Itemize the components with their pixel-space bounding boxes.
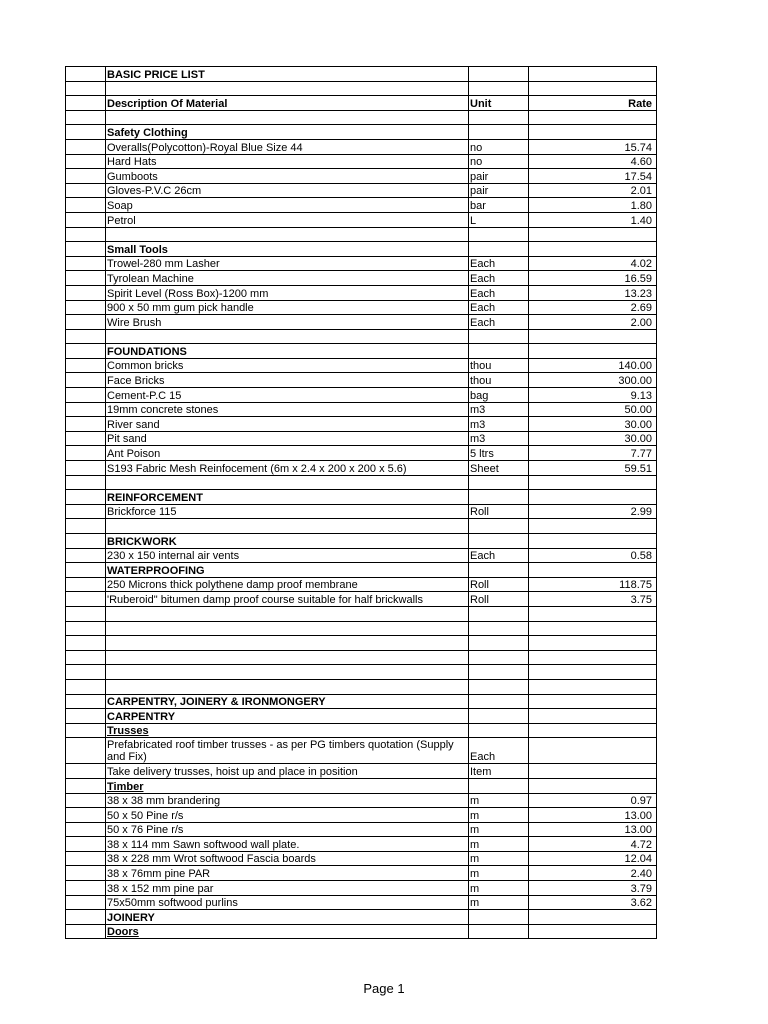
description-cell: Ant Poison [106, 446, 469, 461]
description-cell [106, 110, 469, 125]
rate-cell [529, 534, 657, 549]
table-row [66, 198, 657, 213]
row-number-cell [66, 650, 106, 665]
row-number-cell [66, 300, 106, 315]
description-cell: 19mm concrete stones [106, 402, 469, 417]
section-row [66, 778, 657, 793]
description-cell: 38 x 228 mm Wrot softwood Fascia boards [106, 851, 469, 866]
row-number-cell [66, 679, 106, 694]
description-cell [106, 621, 469, 636]
unit-cell [469, 242, 529, 257]
description-cell: Gloves-P.V.C 26cm [106, 183, 469, 198]
row-number-cell [66, 636, 106, 651]
rate-cell: 9.13 [529, 388, 657, 403]
blank-row [66, 475, 657, 490]
row-number-cell [66, 212, 106, 227]
unit-cell: Unit [469, 96, 529, 111]
row-number-cell [66, 592, 106, 607]
description-cell: WATERPROOFING [106, 563, 469, 578]
row-number-cell [66, 373, 106, 388]
unit-cell: m3 [469, 431, 529, 446]
row-number-cell [66, 417, 106, 432]
description-cell: River sand [106, 417, 469, 432]
row-number-cell [66, 227, 106, 242]
unit-cell [469, 650, 529, 665]
row-number-cell [66, 271, 106, 286]
row-number-cell [66, 96, 106, 111]
table-row [66, 793, 657, 808]
blank-row [66, 81, 657, 96]
description-cell: 900 x 50 mm gum pick handle [106, 300, 469, 315]
blank-row [66, 110, 657, 125]
unit-cell [469, 563, 529, 578]
table-row [66, 256, 657, 271]
unit-cell [469, 67, 529, 82]
description-cell: Petrol [106, 212, 469, 227]
row-number-cell [66, 446, 106, 461]
row-number-cell [66, 738, 106, 764]
unit-cell: no [469, 139, 529, 154]
description-cell [106, 519, 469, 534]
row-number-cell [66, 694, 106, 709]
rate-cell: 3.62 [529, 895, 657, 910]
row-number-cell [66, 475, 106, 490]
unit-cell [469, 778, 529, 793]
table-row [66, 577, 657, 592]
table-row [66, 417, 657, 432]
unit-cell: thou [469, 373, 529, 388]
unit-cell: pair [469, 183, 529, 198]
table-row [66, 895, 657, 910]
blank-row [66, 227, 657, 242]
rate-cell [529, 694, 657, 709]
row-number-cell [66, 256, 106, 271]
table-row [66, 461, 657, 476]
rate-cell: 13.23 [529, 285, 657, 300]
row-number-cell [66, 504, 106, 519]
table-row [66, 808, 657, 823]
unit-cell: m [469, 837, 529, 852]
description-cell: 230 x 150 internal air vents [106, 548, 469, 563]
row-number-cell [66, 851, 106, 866]
table-row [66, 592, 657, 607]
unit-cell: m [469, 851, 529, 866]
unit-cell: Roll [469, 592, 529, 607]
rate-cell: 13.00 [529, 808, 657, 823]
unit-cell: Roll [469, 504, 529, 519]
blank-row [66, 650, 657, 665]
description-cell: CARPENTRY [106, 709, 469, 724]
price-list-body [66, 67, 657, 939]
description-cell: JOINERY [106, 910, 469, 925]
row-number-cell [66, 198, 106, 213]
description-cell [106, 636, 469, 651]
table-row [66, 446, 657, 461]
description-cell: FOUNDATIONS [106, 344, 469, 359]
row-number-cell [66, 169, 106, 184]
rate-cell: 1.80 [529, 198, 657, 213]
description-cell [106, 227, 469, 242]
description-cell: Timber [106, 778, 469, 793]
rate-cell [529, 709, 657, 724]
unit-cell: pair [469, 169, 529, 184]
rate-cell [529, 723, 657, 738]
section-row [66, 242, 657, 257]
row-number-cell [66, 709, 106, 724]
row-number-cell [66, 125, 106, 140]
row-number-cell [66, 183, 106, 198]
table-row [66, 764, 657, 779]
blank-row [66, 679, 657, 694]
rate-cell [529, 67, 657, 82]
table-row [66, 183, 657, 198]
section-row [66, 563, 657, 578]
description-cell: Safety Clothing [106, 125, 469, 140]
rate-cell: Rate [529, 96, 657, 111]
rate-cell [529, 679, 657, 694]
unit-cell [469, 723, 529, 738]
rate-cell: 59.51 [529, 461, 657, 476]
unit-cell: bar [469, 198, 529, 213]
description-cell: REINFORCEMENT [106, 490, 469, 505]
unit-cell [469, 534, 529, 549]
rate-cell [529, 650, 657, 665]
table-row [66, 866, 657, 881]
description-cell [106, 650, 469, 665]
row-number-cell [66, 606, 106, 621]
description-cell: 50 x 76 Pine r/s [106, 822, 469, 837]
unit-cell [469, 125, 529, 140]
row-number-cell [66, 866, 106, 881]
description-cell: 250 Microns thick polythene damp proof membrane [106, 577, 469, 592]
unit-cell: Sheet [469, 461, 529, 476]
description-cell [106, 606, 469, 621]
rate-cell [529, 490, 657, 505]
section-row [66, 924, 657, 939]
description-cell [106, 665, 469, 680]
table-row [66, 169, 657, 184]
description-cell: Wire Brush [106, 315, 469, 330]
section-row [66, 344, 657, 359]
row-number-cell [66, 764, 106, 779]
unit-cell [469, 344, 529, 359]
description-cell: Gumboots [106, 169, 469, 184]
rate-cell: 118.75 [529, 577, 657, 592]
rate-cell: 7.77 [529, 446, 657, 461]
table-row [66, 881, 657, 896]
rate-cell [529, 110, 657, 125]
rate-cell: 300.00 [529, 373, 657, 388]
rate-cell [529, 475, 657, 490]
description-cell: Tyrolean Machine [106, 271, 469, 286]
section-row [66, 723, 657, 738]
row-number-cell [66, 895, 106, 910]
rate-cell [529, 227, 657, 242]
rate-cell: 16.59 [529, 271, 657, 286]
description-cell: Cement-P.C 15 [106, 388, 469, 403]
rate-cell: 30.00 [529, 431, 657, 446]
table-row [66, 388, 657, 403]
rate-cell: 4.72 [529, 837, 657, 852]
row-number-cell [66, 431, 106, 446]
section-row [66, 67, 657, 82]
unit-cell: m [469, 822, 529, 837]
description-cell: CARPENTRY, JOINERY & IRONMONGERY [106, 694, 469, 709]
unit-cell: Each [469, 256, 529, 271]
row-number-cell [66, 924, 106, 939]
table-row [66, 431, 657, 446]
description-cell: Take delivery trusses, hoist up and place in position [106, 764, 469, 779]
row-number-cell [66, 665, 106, 680]
rate-cell [529, 764, 657, 779]
rate-cell: 2.40 [529, 866, 657, 881]
blank-row [66, 636, 657, 651]
unit-cell: Each [469, 285, 529, 300]
rate-cell: 2.69 [529, 300, 657, 315]
row-number-cell [66, 910, 106, 925]
table-row [66, 358, 657, 373]
unit-cell [469, 110, 529, 125]
row-number-cell [66, 881, 106, 896]
unit-cell: m [469, 793, 529, 808]
rate-cell: 17.54 [529, 169, 657, 184]
unit-cell: Each [469, 271, 529, 286]
rate-cell [529, 242, 657, 257]
unit-cell [469, 709, 529, 724]
rate-cell [529, 738, 657, 764]
unit-cell: thou [469, 358, 529, 373]
row-number-cell [66, 534, 106, 549]
description-cell: Common bricks [106, 358, 469, 373]
rate-cell: 30.00 [529, 417, 657, 432]
row-number-cell [66, 519, 106, 534]
description-cell: Prefabricated roof timber trusses - as per PG timbers quotation (Supply and Fix) [106, 738, 469, 764]
unit-cell [469, 924, 529, 939]
rate-cell [529, 125, 657, 140]
description-cell: Trowel-280 mm Lasher [106, 256, 469, 271]
price-list-table [65, 66, 657, 939]
rate-cell: 2.01 [529, 183, 657, 198]
description-cell: 'Ruberoid" bitumen damp proof course suitable for half brickwalls [106, 592, 469, 607]
rate-cell [529, 606, 657, 621]
unit-cell [469, 490, 529, 505]
rate-cell [529, 665, 657, 680]
description-cell: Description Of Material [106, 96, 469, 111]
rate-cell: 140.00 [529, 358, 657, 373]
unit-cell: bag [469, 388, 529, 403]
unit-cell: Each [469, 548, 529, 563]
rate-cell [529, 563, 657, 578]
row-number-cell [66, 778, 106, 793]
unit-cell: m3 [469, 417, 529, 432]
description-cell: Spirit Level (Ross Box)-1200 mm [106, 285, 469, 300]
table-row [66, 315, 657, 330]
blank-row [66, 621, 657, 636]
unit-cell: Roll [469, 577, 529, 592]
row-number-cell [66, 548, 106, 563]
row-number-cell [66, 837, 106, 852]
unit-cell [469, 81, 529, 96]
row-number-cell [66, 490, 106, 505]
row-number-cell [66, 110, 106, 125]
section-row [66, 490, 657, 505]
page-number: Page 1 [363, 981, 405, 996]
description-cell: Soap [106, 198, 469, 213]
unit-cell: Each [469, 738, 529, 764]
description-cell [106, 81, 469, 96]
row-number-cell [66, 81, 106, 96]
description-cell: S193 Fabric Mesh Reinfocement (6m x 2.4 x 200 x 200 x 5.6) [106, 461, 469, 476]
rate-cell: 0.97 [529, 793, 657, 808]
section-row [66, 694, 657, 709]
row-number-cell [66, 388, 106, 403]
description-cell: BRICKWORK [106, 534, 469, 549]
unit-cell [469, 329, 529, 344]
unit-cell: Each [469, 300, 529, 315]
rate-cell: 2.00 [529, 315, 657, 330]
row-number-cell [66, 723, 106, 738]
unit-cell [469, 519, 529, 534]
description-cell [106, 329, 469, 344]
description-cell: Pit sand [106, 431, 469, 446]
description-cell: Overalls(Polycotton)-Royal Blue Size 44 [106, 139, 469, 154]
row-number-cell [66, 822, 106, 837]
row-number-cell [66, 461, 106, 476]
rate-cell: 15.74 [529, 139, 657, 154]
unit-cell: Item [469, 764, 529, 779]
row-number-cell [66, 563, 106, 578]
rate-cell: 12.04 [529, 851, 657, 866]
blank-row [66, 665, 657, 680]
unit-cell [469, 665, 529, 680]
rate-cell [529, 621, 657, 636]
table-row [66, 373, 657, 388]
description-cell [106, 679, 469, 694]
description-cell: 38 x 114 mm Sawn softwood wall plate. [106, 837, 469, 852]
row-number-cell [66, 402, 106, 417]
description-cell: Hard Hats [106, 154, 469, 169]
row-number-cell [66, 329, 106, 344]
row-number-cell [66, 315, 106, 330]
blank-row [66, 606, 657, 621]
description-cell: Trusses [106, 723, 469, 738]
description-cell [106, 475, 469, 490]
description-cell: 50 x 50 Pine r/s [106, 808, 469, 823]
blank-row [66, 329, 657, 344]
rate-cell [529, 636, 657, 651]
section-row [66, 709, 657, 724]
description-cell: 38 x 152 mm pine par [106, 881, 469, 896]
description-cell: Face Bricks [106, 373, 469, 388]
section-row [66, 534, 657, 549]
unit-cell [469, 475, 529, 490]
rate-cell: 13.00 [529, 822, 657, 837]
rate-cell: 4.60 [529, 154, 657, 169]
rate-cell: 2.99 [529, 504, 657, 519]
unit-cell: m [469, 866, 529, 881]
description-cell: Doors [106, 924, 469, 939]
row-number-cell [66, 344, 106, 359]
row-number-cell [66, 139, 106, 154]
header-row [66, 96, 657, 111]
table-row [66, 154, 657, 169]
description-cell: 38 x 38 mm brandering [106, 793, 469, 808]
table-row [66, 837, 657, 852]
table-row [66, 139, 657, 154]
unit-cell: L [469, 212, 529, 227]
row-number-cell [66, 154, 106, 169]
table-row [66, 271, 657, 286]
description-cell: 75x50mm softwood purlins [106, 895, 469, 910]
row-number-cell [66, 358, 106, 373]
row-number-cell [66, 242, 106, 257]
description-cell: Brickforce 115 [106, 504, 469, 519]
unit-cell: m [469, 881, 529, 896]
row-number-cell [66, 621, 106, 636]
rate-cell [529, 329, 657, 344]
table-row [66, 851, 657, 866]
table-row [66, 212, 657, 227]
unit-cell [469, 910, 529, 925]
description-cell: BASIC PRICE LIST [106, 67, 469, 82]
unit-cell [469, 694, 529, 709]
unit-cell: no [469, 154, 529, 169]
unit-cell: m3 [469, 402, 529, 417]
description-cell: Small Tools [106, 242, 469, 257]
row-number-cell [66, 577, 106, 592]
rate-cell [529, 910, 657, 925]
unit-cell [469, 636, 529, 651]
table-row [66, 738, 657, 764]
rate-cell: 50.00 [529, 402, 657, 417]
rate-cell [529, 778, 657, 793]
unit-cell [469, 227, 529, 242]
row-number-cell [66, 67, 106, 82]
unit-cell [469, 606, 529, 621]
description-cell: 38 x 76mm pine PAR [106, 866, 469, 881]
rate-cell [529, 519, 657, 534]
rate-cell [529, 81, 657, 96]
table-row [66, 504, 657, 519]
table-row [66, 402, 657, 417]
row-number-cell [66, 808, 106, 823]
unit-cell: m [469, 808, 529, 823]
unit-cell: m [469, 895, 529, 910]
rate-cell: 3.75 [529, 592, 657, 607]
section-row [66, 910, 657, 925]
rate-cell [529, 344, 657, 359]
unit-cell: 5 ltrs [469, 446, 529, 461]
table-row [66, 548, 657, 563]
table-row [66, 285, 657, 300]
section-row [66, 125, 657, 140]
rate-cell: 4.02 [529, 256, 657, 271]
row-number-cell [66, 793, 106, 808]
unit-cell [469, 679, 529, 694]
unit-cell [469, 621, 529, 636]
rate-cell: 3.79 [529, 881, 657, 896]
row-number-cell [66, 285, 106, 300]
unit-cell: Each [469, 315, 529, 330]
rate-cell: 0.58 [529, 548, 657, 563]
table-row [66, 300, 657, 315]
table-row [66, 822, 657, 837]
rate-cell [529, 924, 657, 939]
rate-cell: 1.40 [529, 212, 657, 227]
blank-row [66, 519, 657, 534]
